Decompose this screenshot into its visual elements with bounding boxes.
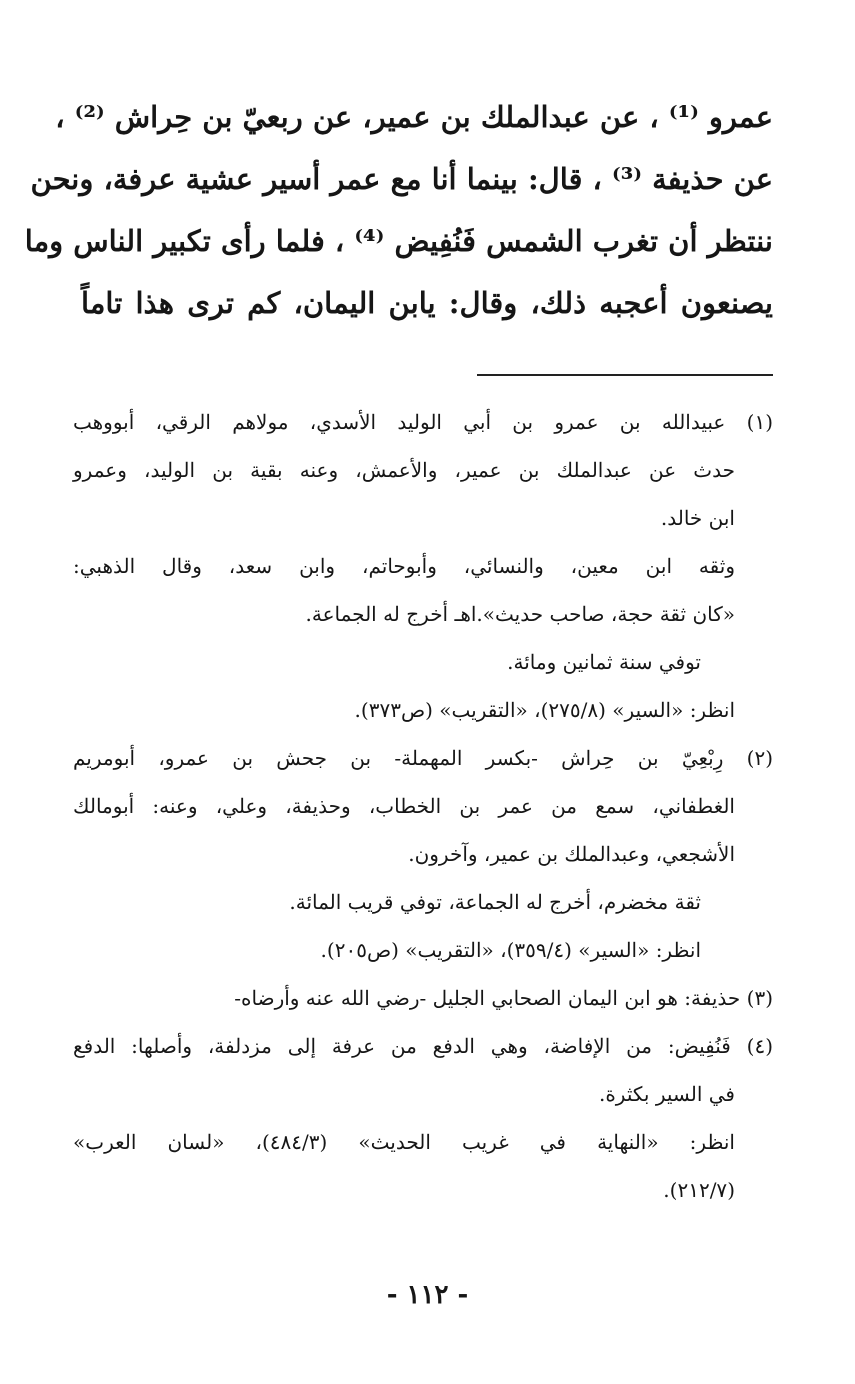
main-text-line: ننتظر أن تغرب الشمس فَنُفِيض ⁽⁴⁾ ، فلما رأى تكبير الناس وما [24,224,773,258]
footnote-1-line: حدث عن عبدالملك بن عمير، والأعمش، وعنه بقية بن الوليد، وعمرو [73,458,735,482]
footnote-2-line: ثقة مخضرم، أخرج له الجماعة، توفي قريب المائة. [289,890,701,914]
footnote-4-line: في السير بكثرة. [598,1082,735,1106]
footnote-1-line: (١) عبيدالله بن عمرو بن أبي الوليد الأسدي، مولاهم الرقي، أبووهب [73,410,773,434]
footnote-1-line: وثقه ابن معين، والنسائي، وأبوحاتم، وابن سعد، وقال الذهبي: [73,554,735,578]
footnote-1-line: انظر: «السير» (٢٧٥/٨)، «التقريب» (ص٣٧٣). [354,698,735,722]
footnote-divider [477,374,773,376]
footnote-4-line: انظر: «النهاية في غريب الحديث» (٤٨٤/٣)، «لسان العرب» [73,1130,735,1154]
main-text-line: عمرو ⁽¹⁾ ، عن عبدالملك بن عمير، عن ربعيّ بن حِراش ⁽²⁾ ، [55,100,773,134]
footnote-1-line: ابن خالد. [660,506,735,530]
footnotes-block [73,398,773,1214]
footnote-3-line: (٣) حذيفة: هو ابن اليمان الصحابي الجليل -رضي الله عنه وأرضاه- [234,986,773,1010]
footnote-4-line: (٤) فَنُفِيض: من الإفاضة، وهي الدفع من عرفة إلى مزدلفة، وأصلها: الدفع [73,1034,773,1058]
main-text-block [24,86,773,334]
footnote-4-line: (٢١٢/٧). [663,1178,735,1202]
main-text-line: يصنعون أعجبه ذلك، وقال: يابن اليمان، كم ترى هذا تاماً [81,286,773,320]
footnote-1-line: «كان ثقة حجة، صاحب حديث».اهـ أخرج له الجماعة. [305,602,735,626]
footnote-2-line: الغطفاني، سمع من عمر بن الخطاب، وحذيفة، وعلي، وعنه: أبومالك [73,794,735,818]
footnote-2-line: (٢) رِبْعِيّ بن حِراش -بكسر المهملة- بن جحش بن عمرو، أبومريم [73,746,773,770]
footnote-2-line: الأشجعي، وعبدالملك بن عمير، وآخرون. [408,842,735,866]
main-text-line: عن حذيفة ⁽³⁾ ، قال: بينما أنا مع عمر أسير عشية عرفة، ونحن [30,162,773,196]
page-number: - ١١٢ - [386,1280,469,1310]
footnote-1-line: توفي سنة ثمانين ومائة. [507,650,701,674]
footnote-2-line: انظر: «السير» (٣٥٩/٤)، «التقريب» (ص٢٠٥). [320,938,701,962]
